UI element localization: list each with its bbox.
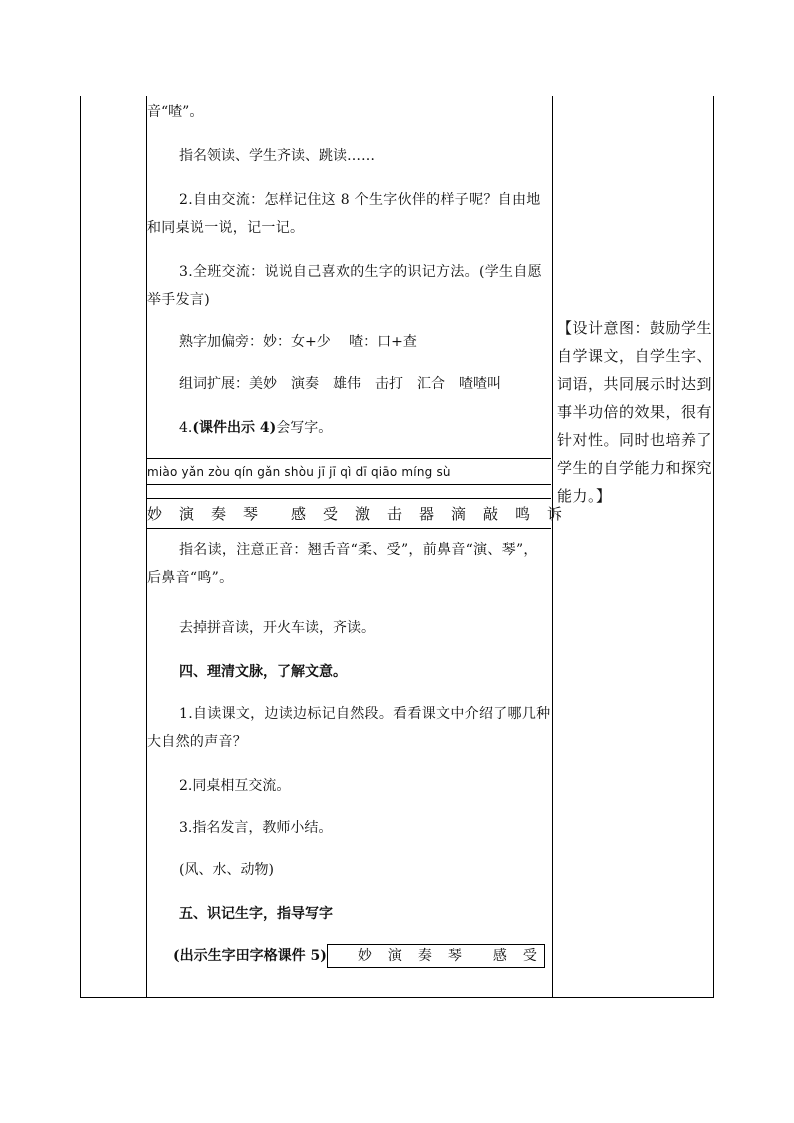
divider	[147, 458, 551, 459]
paragraph: 3.全班交流：说说自己喜欢的生字的识记方法。(学生自愿举手发言)	[147, 264, 542, 308]
paragraph: 1.自读课文，边读边标记自然段。看看课文中介绍了哪几种大自然的声音？	[147, 706, 551, 750]
table-border-col2	[552, 96, 553, 998]
table-border-bottom	[80, 997, 714, 998]
section-heading-4: 四、理清文脉，了解文意。	[179, 664, 347, 680]
table-border-left	[80, 96, 81, 998]
character-row: 妙 演 奏 琴 感 受 激 击 器 滴 敲 鸣 诉	[147, 505, 564, 523]
courseware-label: (出示生字田字格课件 5)	[173, 948, 327, 964]
pinyin-row: miào yǎn zòu qín gǎn shòu jī jī qì dī qiāo míng sù	[147, 465, 451, 479]
divider	[147, 484, 551, 485]
divider	[147, 528, 551, 529]
text-line: (风、水、动物)	[179, 862, 274, 878]
text-line: 音“喳”。	[147, 104, 204, 120]
character-box: 妙 演 奏 琴 感 受	[327, 944, 545, 968]
divider	[147, 498, 551, 499]
text-line	[147, 942, 551, 970]
text-line: 指名领读、学生齐读、跳读……	[179, 148, 375, 164]
section-heading-5: 五、识记生字，指导写字	[179, 906, 333, 922]
item-text: 会写字。	[276, 420, 333, 436]
text-line: 3.指名发言，教师小结。	[179, 820, 333, 836]
paragraph: 指名读，注意正音：翘舌音“柔、受”，前鼻音“演、琴”，后鼻音“鸣”。	[147, 542, 538, 586]
table-border-right	[713, 96, 714, 998]
item-number: 4.	[179, 420, 193, 436]
paragraph: 2.自由交流：怎样记住这 8 个生字伙伴的样子呢？自由地和同桌说一说，记一记。	[147, 192, 541, 236]
design-intent-note: 【设计意图：鼓励学生自学课文，自学生字、词语，共同展示时达到事半功倍的效果，很有针对性。同时也培养了学生的自学能力和探究能力。】	[557, 319, 713, 505]
text-line: 组词扩展：美妙 演奏 雄伟 击打 汇合 喳喳叫	[179, 376, 501, 392]
text-line	[147, 414, 551, 442]
text-line: 2.同桌相互交流。	[179, 778, 291, 794]
text-line: 熟字加偏旁：妙：女+少 喳：口+查	[179, 334, 417, 350]
courseware-label: (课件出示 4)	[192, 420, 277, 436]
text-line: 去掉拼音读，开火车读，齐读。	[179, 620, 375, 636]
